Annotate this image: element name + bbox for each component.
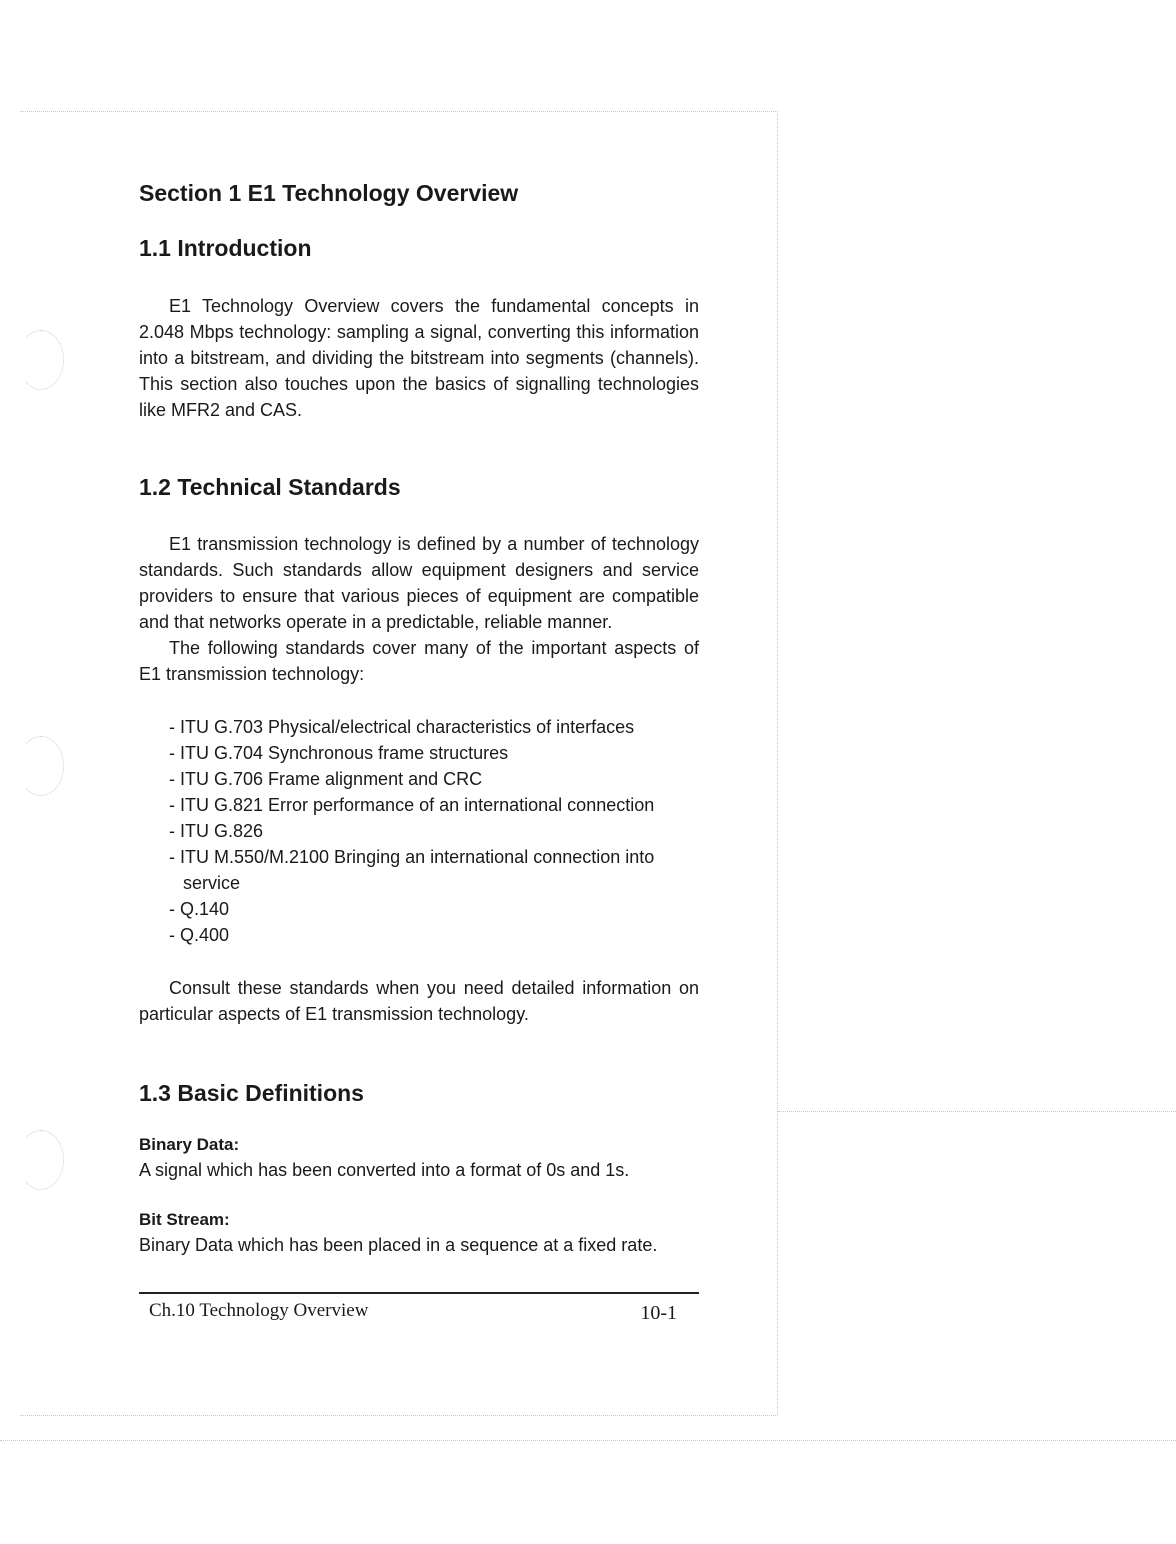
heading-basic-definitions: 1.3 Basic Definitions	[139, 1080, 364, 1106]
standards-paragraph-2: The following standards cover many of the important aspects of E1 transmission technology:	[139, 638, 699, 684]
definition-text: A signal which has been converted into a format of 0s and 1s.	[139, 1160, 630, 1180]
scan-edge-bottom	[20, 1415, 778, 1416]
definition-term: Binary Data:	[139, 1135, 240, 1154]
list-item: - ITU G.826	[169, 821, 264, 841]
scan-edge-mid-right	[778, 1111, 1176, 1112]
standards-paragraph-3: Consult these standards when you need detailed information on particular aspects of E1 transmission technology.	[139, 978, 699, 1024]
binder-hole-2	[18, 736, 64, 796]
list-item: - ITU G.821 Error performance of an international connection	[169, 795, 655, 815]
page-number: 10-1	[640, 1302, 677, 1324]
list-item: - ITU G.704 Synchronous frame structures	[169, 743, 509, 763]
definition-text: Binary Data which has been placed in a sequence at a fixed rate.	[139, 1235, 658, 1255]
list-item: - ITU M.550/M.2100 Bringing an international connection into service	[169, 847, 655, 893]
list-item: - Q.400	[169, 925, 230, 945]
scan-edge-bottom-outer	[0, 1440, 1176, 1441]
page-content	[139, 178, 699, 1258]
section-title: Section 1 E1 Technology Overview	[139, 180, 519, 206]
binder-hole-3	[18, 1130, 64, 1190]
intro-paragraph: E1 Technology Overview covers the fundamental concepts in 2.048 Mbps technology: sampling a signal, converting this information into a bitstream, and dividing the bitstream into segments (channels). This section also touches upon the basics of signalling technologies like MFR2 and CAS.	[139, 296, 699, 420]
standards-paragraph-1: E1 transmission technology is defined by a number of technology standards. Such standards allow equipment designers and service providers to ensure that various pieces of equipment are compatible and that networks operate in a predictable, reliable manner.	[139, 534, 699, 632]
list-item: - ITU G.703 Physical/electrical characteristics of interfaces	[169, 717, 635, 737]
heading-introduction: 1.1 Introduction	[139, 235, 312, 261]
scan-edge-top	[20, 111, 778, 112]
scan-edge-right	[777, 111, 778, 1416]
list-item: - ITU G.706 Frame alignment and CRC	[169, 769, 483, 789]
list-item: - Q.140	[169, 899, 230, 919]
heading-technical-standards: 1.2 Technical Standards	[139, 474, 401, 500]
standards-list	[139, 714, 699, 948]
binder-hole-1	[18, 330, 64, 390]
footer-chapter-title: Ch.10 Technology Overview	[149, 1300, 369, 1321]
definition-term: Bit Stream:	[139, 1210, 230, 1229]
page-footer	[139, 1292, 699, 1324]
